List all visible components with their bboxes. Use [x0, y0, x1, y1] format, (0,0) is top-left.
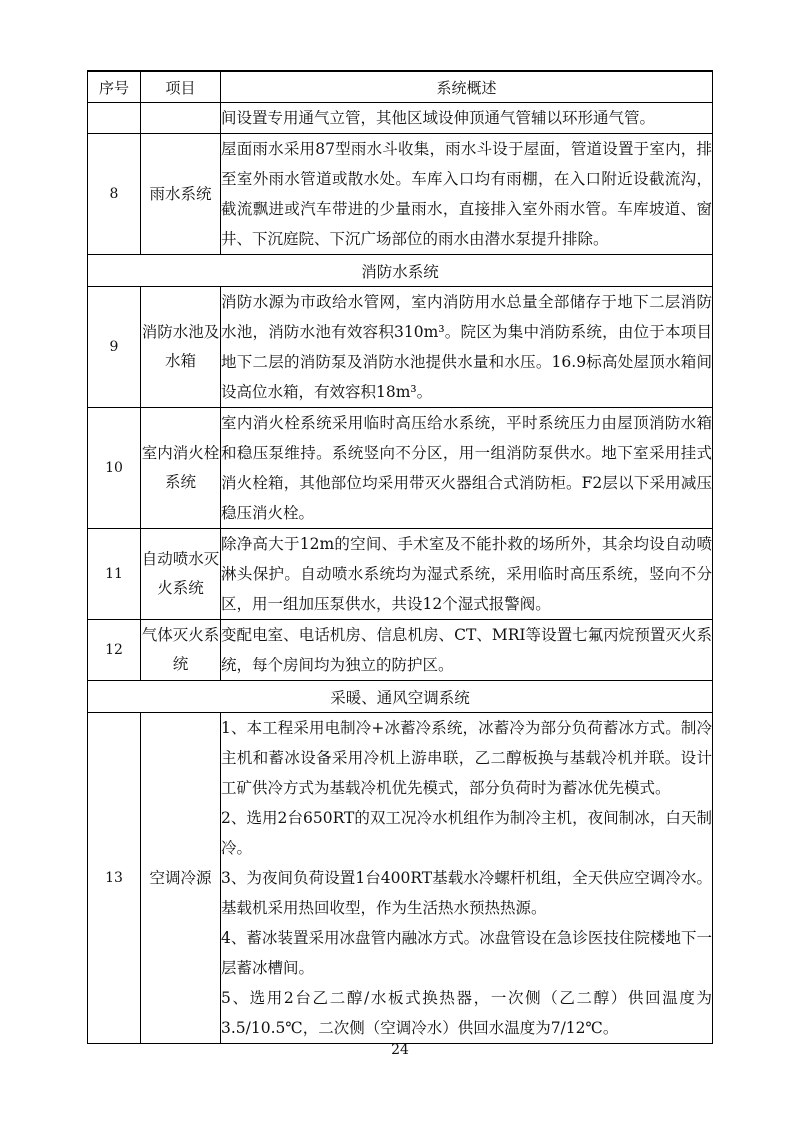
desc-paragraph: 室内消火栓系统采用临时高压给水系统，平时系统压力由屋顶消防水箱和稳压泵维持。系统竖向不分区，用一组消防泵供水。地下室采用挂式消火栓箱，其他部位均采用带灭火器组合式消防柜。F2层以下采用减压稳压消火栓。 — [221, 414, 712, 522]
row-no-cell: 12 — [88, 620, 141, 681]
row-no-cell: 8 — [88, 134, 141, 255]
row-no-cell — [88, 103, 141, 134]
row-desc-cell — [221, 713, 713, 1044]
header-item: 项目 — [141, 71, 221, 103]
table-row — [88, 529, 713, 620]
row-desc-cell — [221, 408, 713, 529]
header-no: 序号 — [88, 71, 141, 103]
row-item-cell: 室内消火栓系统 — [141, 408, 221, 529]
row-desc-cell — [221, 134, 713, 255]
table-row — [88, 620, 713, 681]
table-header-row — [88, 71, 713, 103]
row-item-cell: 气体灭火系统 — [141, 620, 221, 681]
desc-paragraph: 除净高大于12m的空间、手术室及不能扑救的场所外，其余均设自动喷淋头保护。自动喷水系统均为湿式系统，采用临时高压系统，竖向不分区，用一组加压泵供水，共设12个湿式报警阀。 — [221, 535, 712, 613]
desc-paragraph: 间设置专用通气立管，其他区域设伸顶通气管辅以环形通气管。 — [221, 109, 656, 127]
desc-paragraph: 变配电室、电话机房、信息机房、CT、MRI等设置七氟丙烷预置灭火系统，每个房间均为独立的防护区。 — [221, 626, 712, 674]
row-item-cell: 消防水池及水箱 — [141, 287, 221, 408]
desc-paragraph: 2、选用2台650RT的双工况冷水机组作为制冷主机，夜间制冰，白天制冷。 — [221, 809, 712, 857]
row-item-cell — [141, 103, 221, 134]
page-number: 24 — [391, 1042, 409, 1058]
section-row — [88, 255, 713, 287]
desc-paragraph: 3、为夜间负荷设置1台400RT基载水冷螺杆机组，全天供应空调冷水。基载机采用热回收型，作为生活热水预热热源。 — [221, 869, 712, 917]
section-heading: 消防水系统 — [88, 255, 713, 287]
desc-paragraph: 屋面雨水采用87型雨水斗收集，雨水斗设于屋面，管道设置于室内，排至室外雨水管道或散水处。车库入口均有雨棚，在入口附近设截流沟，截流飘进或汽车带进的少量雨水，直接排入室外雨水管。车库坡道、窗井、下沉庭院、下沉广场部位的雨水由潜水泵提升排除。 — [221, 140, 712, 248]
table-row-continuation — [88, 103, 713, 134]
table-row — [88, 134, 713, 255]
row-no-cell: 13 — [88, 713, 141, 1044]
row-item-cell: 空调冷源 — [141, 713, 221, 1044]
table-row — [88, 408, 713, 529]
desc-paragraph: 5、选用2台乙二醇/水板式换热器，一次侧（乙二醇）供回温度为3.5/10.5℃，二次侧（空调冷水）供回水温度为7/12℃。 — [221, 989, 712, 1037]
row-desc-cell — [221, 287, 713, 408]
system-overview-table — [87, 70, 713, 1044]
section-row — [88, 681, 713, 713]
desc-paragraph: 4、蓄冰装置采用冰盘管内融冰方式。冰盘管设在急诊医技住院楼地下一层蓄冰槽间。 — [221, 929, 712, 977]
row-desc-cell — [221, 620, 713, 681]
row-no-cell: 10 — [88, 408, 141, 529]
desc-paragraph: 1、本工程采用电制冷+冰蓄冷系统，冰蓄冷为部分负荷蓄冰方式。制冷主机和蓄冰设备采用冷机上游串联，乙二醇板换与基载冷机并联。设计工矿供冷方式为基载冷机优先模式，部分负荷时为蓄冰优先模式。 — [221, 719, 712, 797]
row-no-cell: 11 — [88, 529, 141, 620]
desc-paragraph: 消防水源为市政给水管网，室内消防用水总量全部储存于地下二层消防水池，消防水池有效容积310m³。院区为集中消防系统，由位于本项目地下二层的消防泵及消防水池提供水量和水压。16.9标高处屋顶水箱间设高位水箱，有效容积18m³。 — [221, 293, 712, 401]
row-no-cell: 9 — [88, 287, 141, 408]
row-desc-cell — [221, 103, 713, 134]
row-item-cell: 雨水系统 — [141, 134, 221, 255]
table-row — [88, 713, 713, 1044]
header-desc: 系统概述 — [221, 71, 713, 103]
row-item-cell: 自动喷水灭火系统 — [141, 529, 221, 620]
row-desc-cell — [221, 529, 713, 620]
table-row — [88, 287, 713, 408]
section-heading: 采暖、通风空调系统 — [88, 681, 713, 713]
